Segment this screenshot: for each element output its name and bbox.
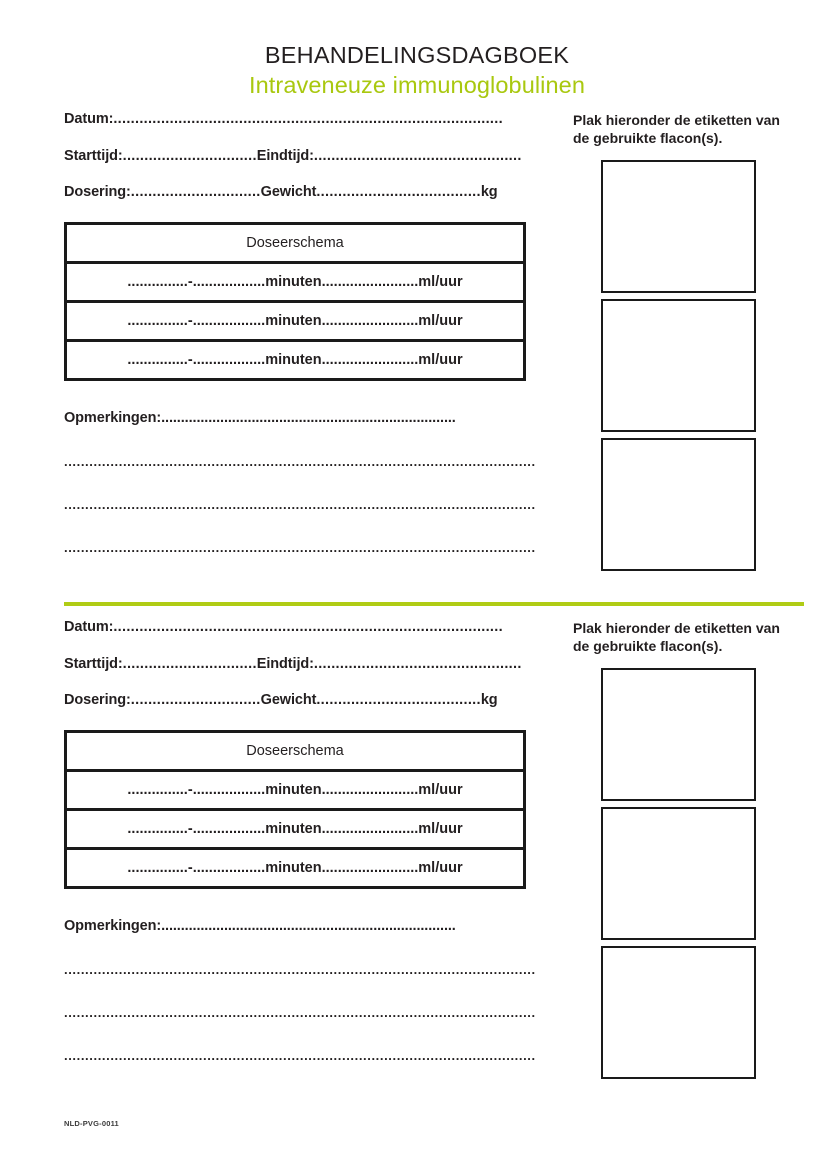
datum-field-2[interactable] — [64, 620, 545, 635]
table-row[interactable] — [67, 772, 523, 811]
sticker-box[interactable] — [601, 668, 756, 801]
row-separator: - — [187, 351, 193, 368]
row-segment-3: ........................ — [321, 351, 419, 368]
eindtijd-label: Eindtijd: — [256, 655, 314, 672]
opmerkingen-dotted-line: ........................................................................... — [161, 409, 456, 426]
opmerkingen-blank-line[interactable]: ................................................................................................................ — [64, 540, 536, 555]
sticker-instruction-1: Plak hieronder de etiketten van de gebruikte flacon(s). — [573, 112, 780, 146]
row-segment-2: .................. — [192, 351, 266, 368]
row-separator: - — [187, 781, 193, 798]
row-separator: - — [187, 273, 193, 290]
opmerkingen-blank-line[interactable]: ................................................................................................................ — [64, 497, 536, 512]
datum-label: Datum: — [64, 619, 114, 635]
eindtijd-label: Eindtijd: — [256, 147, 314, 164]
opmerkingen-blank-line[interactable]: ................................................................................................................ — [64, 454, 536, 469]
doseerschema-table-2 — [64, 730, 526, 889]
minuten-unit: minuten — [265, 312, 322, 329]
row-segment-1: ............... — [127, 820, 188, 837]
green-divider-line — [64, 602, 804, 606]
doseerschema-header: Doseerschema — [67, 225, 523, 264]
opmerkingen-block-2 — [64, 919, 545, 1063]
opmerkingen-dotted-line: ........................................................................... — [161, 917, 456, 934]
gewicht-label: Gewicht — [260, 692, 317, 708]
table-header-row — [67, 733, 523, 772]
dosering-gewicht-field-2[interactable] — [64, 693, 545, 708]
eindtijd-dotted-line: ................................................ — [313, 655, 522, 672]
sticker-column-1 — [545, 112, 834, 577]
row-segment-3: ........................ — [321, 859, 419, 876]
minuten-unit: minuten — [265, 859, 322, 876]
mluur-unit: ml/uur — [418, 351, 463, 368]
datum-dotted-line: .......................................................................................... — [113, 619, 503, 635]
opmerkingen-label: Opmerkingen: — [64, 917, 162, 934]
dosering-dotted-line: .............................. — [130, 692, 261, 708]
row-separator: - — [187, 312, 193, 329]
table-header-row — [67, 225, 523, 264]
minuten-unit: minuten — [265, 781, 322, 798]
row-segment-3: ........................ — [321, 273, 419, 290]
sticker-column-2 — [545, 620, 834, 1085]
row-segment-2: .................. — [192, 273, 266, 290]
opmerkingen-label: Opmerkingen: — [64, 409, 162, 426]
dosering-dotted-line: .............................. — [130, 184, 261, 200]
starttijd-dotted-line: ............................... — [122, 655, 257, 672]
page-title-block — [0, 0, 834, 99]
page-title: BEHANDELINGSDAGBOEK — [264, 42, 570, 68]
datum-label: Datum: — [64, 111, 114, 127]
starttijd-eindtijd-field-1[interactable] — [64, 149, 545, 164]
table-row[interactable] — [67, 342, 523, 378]
mluur-unit: ml/uur — [418, 820, 463, 837]
mluur-unit: ml/uur — [418, 312, 463, 329]
mluur-unit: ml/uur — [418, 273, 463, 290]
table-row[interactable] — [67, 264, 523, 303]
dosering-label: Dosering: — [64, 692, 131, 708]
sticker-box[interactable] — [601, 299, 756, 432]
gewicht-dotted-line: ...................................... — [316, 692, 481, 708]
gewicht-label: Gewicht — [260, 184, 317, 200]
document-footer-code: NLD-PVG-0011 — [64, 1119, 119, 1128]
row-segment-2: .................. — [192, 781, 266, 798]
opmerkingen-block-1 — [64, 411, 545, 555]
minuten-unit: minuten — [265, 820, 322, 837]
dosering-label: Dosering: — [64, 184, 131, 200]
datum-dotted-line: .......................................................................................... — [113, 111, 503, 127]
row-segment-1: ............... — [127, 859, 188, 876]
eindtijd-dotted-line: ................................................ — [313, 147, 522, 164]
mluur-unit: ml/uur — [418, 859, 463, 876]
row-segment-3: ........................ — [321, 820, 419, 837]
row-segment-1: ............... — [127, 273, 188, 290]
table-row[interactable] — [67, 303, 523, 342]
section-divider-wrapper — [0, 602, 834, 606]
minuten-unit: minuten — [265, 351, 322, 368]
starttijd-label: Starttijd: — [64, 147, 123, 164]
mluur-unit: ml/uur — [418, 781, 463, 798]
dosering-gewicht-field-1[interactable] — [64, 185, 545, 200]
gewicht-dotted-line: ...................................... — [316, 184, 481, 200]
row-segment-2: .................. — [192, 820, 266, 837]
form-fields-column-1 — [0, 112, 545, 584]
page-subtitle: Intraveneuze immunoglobulinen — [248, 72, 586, 99]
table-row[interactable] — [67, 850, 523, 886]
form-fields-column-2 — [0, 620, 545, 1092]
datum-field-1[interactable] — [64, 112, 545, 127]
sticker-box[interactable] — [601, 160, 756, 293]
row-segment-3: ........................ — [321, 781, 419, 798]
row-segment-1: ............... — [127, 781, 188, 798]
opmerkingen-field-1[interactable] — [64, 411, 545, 426]
row-segment-2: .................. — [192, 859, 266, 876]
sticker-box[interactable] — [601, 946, 756, 1079]
sticker-box[interactable] — [601, 438, 756, 571]
doseerschema-header: Doseerschema — [67, 733, 523, 772]
sticker-box[interactable] — [601, 807, 756, 940]
starttijd-label: Starttijd: — [64, 655, 123, 672]
doseerschema-table-1 — [64, 222, 526, 381]
opmerkingen-blank-line[interactable]: ................................................................................................................ — [64, 1005, 536, 1020]
row-separator: - — [187, 820, 193, 837]
row-separator: - — [187, 859, 193, 876]
opmerkingen-field-2[interactable] — [64, 919, 545, 934]
starttijd-eindtijd-field-2[interactable] — [64, 657, 545, 672]
row-segment-2: .................. — [192, 312, 266, 329]
kg-unit-label: kg — [480, 692, 498, 708]
row-segment-3: ........................ — [321, 312, 419, 329]
opmerkingen-blank-line[interactable]: ................................................................................................................ — [64, 1048, 536, 1063]
sticker-instruction-2: Plak hieronder de etiketten van de gebruikte flacon(s). — [573, 620, 780, 654]
treatment-entry-section-2 — [0, 620, 834, 1092]
starttijd-dotted-line: ............................... — [122, 147, 257, 164]
treatment-entry-section-1 — [0, 112, 834, 584]
row-segment-1: ............... — [127, 351, 188, 368]
minuten-unit: minuten — [265, 273, 322, 290]
opmerkingen-blank-line[interactable]: ................................................................................................................ — [64, 962, 536, 977]
kg-unit-label: kg — [480, 184, 498, 200]
table-row[interactable] — [67, 811, 523, 850]
row-segment-1: ............... — [127, 312, 188, 329]
